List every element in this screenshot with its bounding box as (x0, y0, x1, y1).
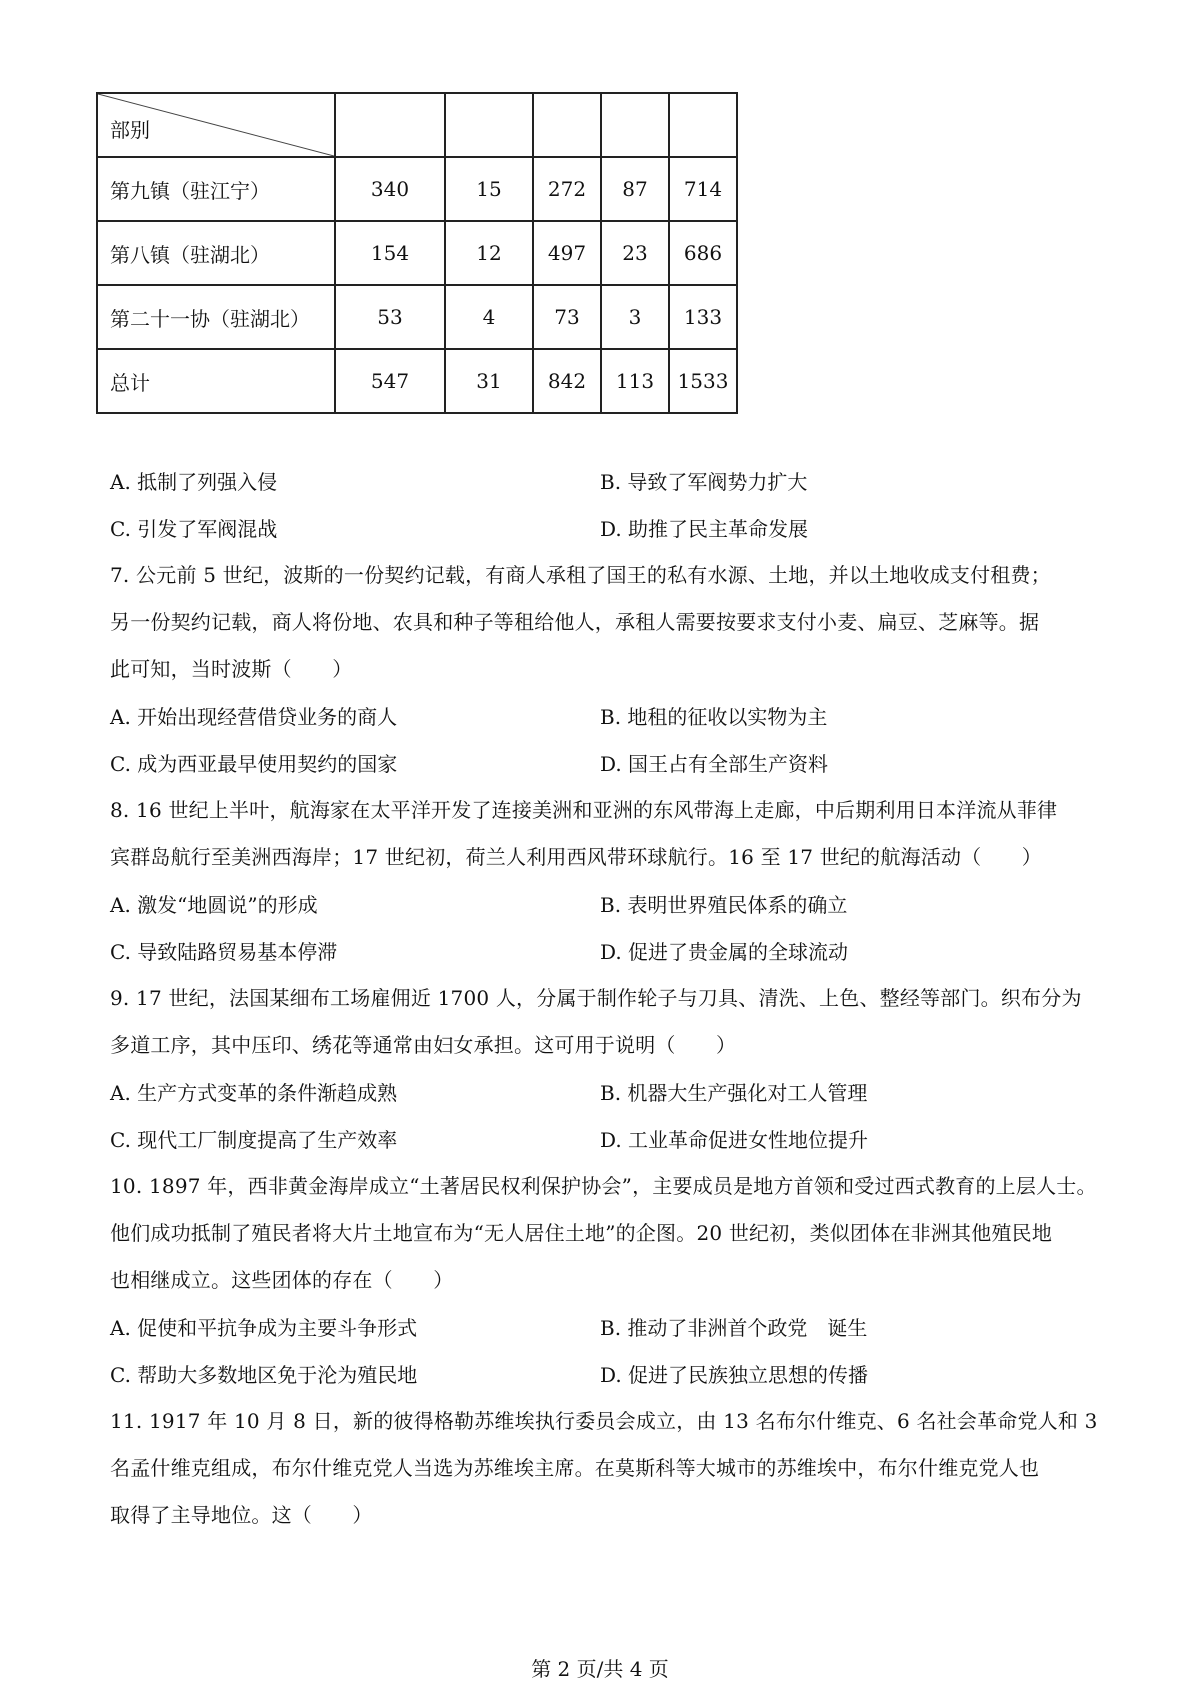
table-row (97, 157, 737, 221)
options-row (110, 1116, 1100, 1163)
question-stem-line: 10. 1897 年，西非黄金海岸成立“土著居民权利保护协会”，主要成员是地方首领和受过西式教育的上层人士。 (110, 1174, 1097, 1198)
option-b[interactable]: B. 表明世界殖民体系的确立 (600, 892, 848, 917)
option-d[interactable]: D. 促进了民族独立思想的传播 (600, 1362, 869, 1387)
table-cell: 842 (533, 349, 601, 413)
row-label: 第八镇（驻湖北） (97, 221, 335, 285)
table-cell: 547 (335, 349, 445, 413)
question-stem-line: 多道工序，其中压印、绣花等通常由妇女承担。这可用于说明（ ） (110, 1033, 737, 1057)
options-row (110, 1304, 1100, 1351)
option-a[interactable]: A. 促使和平抗争成为主要斗争形式 (110, 1315, 418, 1340)
question-stem-line: 此可知，当时波斯（ ） (110, 657, 353, 681)
table-cell: 340 (335, 157, 445, 221)
option-d[interactable]: D. 助推了民主革命发展 (600, 516, 809, 541)
question-stem-line: 另一份契约记载，商人将份地、农具和种子等租给他人，承租人需要按要求支付小麦、扁豆、芝麻等。据 (110, 610, 1040, 634)
table-cell: 53 (335, 285, 445, 349)
table-header-row (97, 93, 737, 157)
question-stem-line: 9. 17 世纪，法国某细布工场雇佣近 1700 人，分属于制作轮子与刀具、清洗、上色、整经等部门。织布分为 (110, 986, 1082, 1010)
question-11 (110, 1398, 1100, 1539)
question-7 (110, 552, 1100, 787)
table-cell: 272 (533, 157, 601, 221)
question-stem-line: 也相继成立。这些团体的存在（ ） (110, 1268, 454, 1292)
table-cell: 12 (445, 221, 533, 285)
option-c[interactable]: C. 引发了军阀混战 (110, 516, 278, 541)
option-a[interactable]: A. 开始出现经营借贷业务的商人 (110, 704, 398, 729)
table-row-total (97, 349, 737, 413)
table-cell: 23 (601, 221, 669, 285)
option-c[interactable]: C. 导致陆路贸易基本停滞 (110, 939, 338, 964)
option-d[interactable]: D. 工业革命促进女性地位提升 (600, 1127, 869, 1152)
row-label: 第二十一协（驻湖北） (97, 285, 335, 349)
option-c[interactable]: C. 帮助大多数地区免于沦为殖民地 (110, 1362, 418, 1387)
page-footer: 第 2 页/共 4 页 (531, 1657, 669, 1681)
table-header-cell (335, 93, 445, 157)
option-b[interactable]: B. 机器大生产强化对工人管理 (600, 1080, 868, 1105)
army-table (96, 92, 738, 414)
question-stem-line: 名孟什维克组成，布尔什维克党人当选为苏维埃主席。在莫斯科等大城市的苏维埃中，布尔什维克党人也 (110, 1456, 1040, 1480)
options-row (110, 693, 1100, 740)
row-label: 总计 (97, 349, 335, 413)
table-cell: 714 (669, 157, 737, 221)
option-c[interactable]: C. 成为西亚最早使用契约的国家 (110, 751, 398, 776)
question-stem-line: 宾群岛航行至美洲西海岸；17 世纪初，荷兰人利用西风带环球航行。16 至 17 世纪的航海活动（ ） (110, 845, 1042, 869)
question-area (110, 458, 1100, 1539)
options-row (110, 928, 1100, 975)
row-label: 第九镇（驻江宁） (97, 157, 335, 221)
table-header-cell (669, 93, 737, 157)
table-cell: 3 (601, 285, 669, 349)
option-c[interactable]: C. 现代工厂制度提高了生产效率 (110, 1127, 398, 1152)
table-cell: 497 (533, 221, 601, 285)
table-cell: 1533 (669, 349, 737, 413)
table-header-cell (601, 93, 669, 157)
table-cell: 73 (533, 285, 601, 349)
question-stem-line: 取得了主导地位。这（ ） (110, 1503, 373, 1527)
question-stem-line: 11. 1917 年 10 月 8 日，新的彼得格勒苏维埃执行委员会成立，由 13 名布尔什维克、6 名社会革命党人和 3 (110, 1409, 1098, 1433)
table-header-cell (445, 93, 533, 157)
table-corner-cell (97, 93, 335, 157)
option-a[interactable]: A. 生产方式变革的条件渐趋成熟 (110, 1080, 398, 1105)
options-row (110, 740, 1100, 787)
question-stem-line: 他们成功抵制了殖民者将大片土地宣布为“无人居住土地”的企图。20 世纪初，类似团体在非洲其他殖民地 (110, 1221, 1053, 1245)
question-stem-line: 8. 16 世纪上半叶，航海家在太平洋开发了连接美洲和亚洲的东风带海上走廊，中后期利用日本洋流从菲律 (110, 798, 1058, 822)
table-cell: 31 (445, 349, 533, 413)
table-row (97, 221, 737, 285)
option-b[interactable]: B. 地租的征收以实物为主 (600, 704, 828, 729)
question-9 (110, 975, 1100, 1163)
table-cell: 15 (445, 157, 533, 221)
option-b[interactable]: B. 导致了军阀势力扩大 (600, 469, 808, 494)
table-cell: 113 (601, 349, 669, 413)
table-cell: 4 (445, 285, 533, 349)
table-cell: 686 (669, 221, 737, 285)
question-8 (110, 787, 1100, 975)
options-row (110, 881, 1100, 928)
table-cell: 154 (335, 221, 445, 285)
q6-options-row (110, 505, 1100, 552)
q6-options-row (110, 458, 1100, 505)
question-10 (110, 1163, 1100, 1398)
options-row (110, 1069, 1100, 1116)
option-a[interactable]: A. 抵制了列强入侵 (110, 469, 278, 494)
options-row (110, 1351, 1100, 1398)
option-d[interactable]: D. 国王占有全部生产资料 (600, 751, 829, 776)
question-stem-line: 7. 公元前 5 世纪，波斯的一份契约记载，有商人承租了国王的私有水源、土地，并以土地收成支付租费； (110, 563, 1051, 587)
option-d[interactable]: D. 促进了贵金属的全球流动 (600, 939, 849, 964)
option-a[interactable]: A. 激发“地圆说”的形成 (110, 892, 318, 917)
table-cell: 87 (601, 157, 669, 221)
table-cell: 133 (669, 285, 737, 349)
table-corner-label: 部别 (110, 118, 150, 142)
table-header-cell (533, 93, 601, 157)
option-b[interactable]: B. 推动了非洲首个政党 诞生 (600, 1315, 868, 1340)
table-row (97, 285, 737, 349)
army-table-wrap (96, 92, 738, 414)
